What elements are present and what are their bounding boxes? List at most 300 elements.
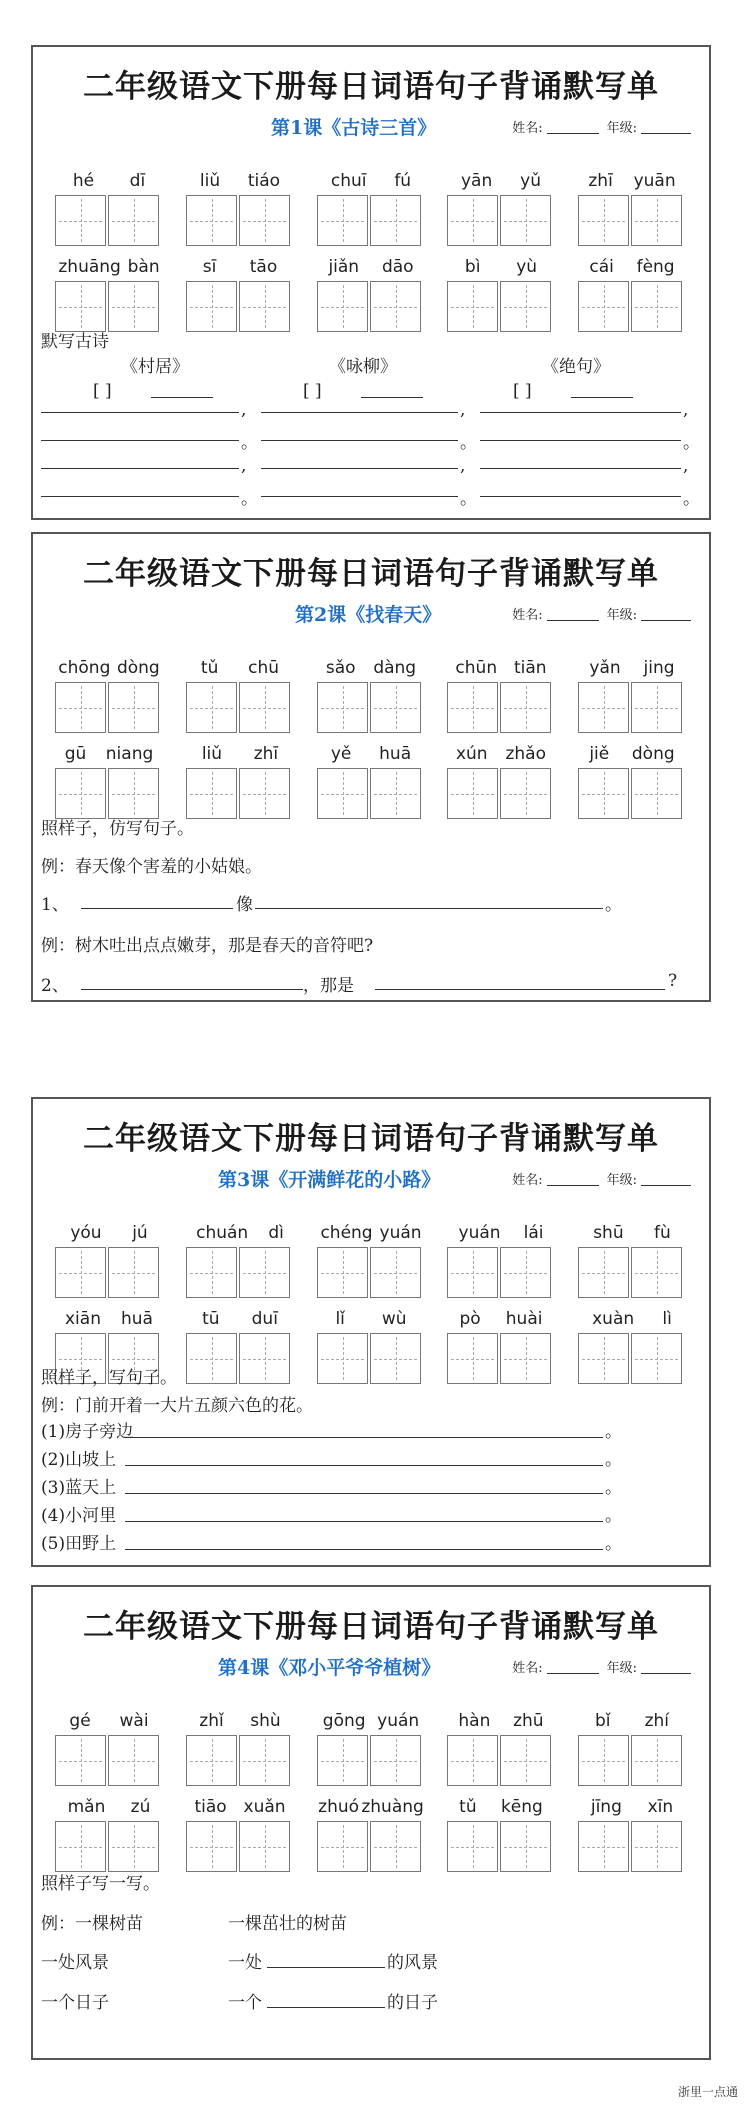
pinyin-syllable: yǎn [589,658,621,678]
poet-blank[interactable] [361,397,423,398]
word-group [186,171,294,246]
pinyin-syllable: huài [505,1309,543,1329]
tianzige-cell[interactable] [108,768,159,819]
word-group [578,1711,686,1786]
pinyin-syllable: wù [381,1309,407,1329]
tianzige-cell[interactable] [500,195,551,246]
tianzige-pair [317,195,425,246]
poem-line-blank[interactable] [480,440,681,441]
pinyin-syllable: yě [330,744,352,764]
tianzige-cell[interactable] [317,195,368,246]
tianzige-cell[interactable] [447,768,498,819]
sentence-end: 。 [605,1478,622,1498]
word-group [447,257,555,332]
word-group [447,1223,555,1298]
answer-blank[interactable] [125,1549,603,1550]
tianzige-pair [186,1821,294,1872]
pinyin-row [447,1797,555,1821]
tianzige-cell[interactable] [631,1821,682,1872]
tianzige-pair [578,768,686,819]
tianzige-cell[interactable] [55,195,106,246]
pinyin-syllable: zhuàng [361,1797,424,1817]
sentence-prompt: (2)山坡上 [41,1450,117,1470]
tianzige-cell[interactable] [370,1735,421,1786]
pinyin-syllable: dòng [116,658,160,678]
tianzige-cell[interactable] [108,1735,159,1786]
tianzige-cell[interactable] [500,1821,551,1872]
pinyin-syllable: tū [202,1309,220,1329]
pinyin-syllable: gū [64,744,87,764]
tianzige-cell[interactable] [186,1247,237,1298]
poem-punctuation: 。 [460,433,477,453]
pinyin-syllable: huā [121,1309,153,1329]
tianzige-cell[interactable] [578,1821,629,1872]
question-number: 2、 [41,976,69,996]
sentence-prompt: (5)田野上 [41,1534,117,1554]
sentence-prompt: (1)房子旁边 [41,1422,134,1442]
tianzige-cell[interactable] [370,1821,421,1872]
pinyin-syllable: mǎn [67,1797,106,1817]
name-blank[interactable] [547,1673,599,1674]
tianzige-cell[interactable] [186,768,237,819]
footer-watermark: 浙里一点通 [677,2085,738,2099]
example-sentence: 例：门前开着一大片五颜六色的花。 [41,1396,313,1416]
pinyin-syllable: bǐ [595,1711,611,1731]
worksheet-title: 二年级语文下册每日词语句子背诵默写单 [83,556,659,592]
pinyin-syllable: yǔ [520,171,542,191]
poem-line-blank[interactable] [261,440,458,441]
word-group [55,744,163,819]
word-group [186,1223,294,1298]
tianzige-cell[interactable] [447,1735,498,1786]
worksheet-title: 二年级语文下册每日词语句子背诵默写单 [83,69,659,105]
tianzige-cell[interactable] [55,1735,106,1786]
tianzige-cell[interactable] [55,1247,106,1298]
tianzige-cell[interactable] [317,281,368,332]
answer-blank[interactable] [267,2007,385,2008]
word-group [578,257,686,332]
tianzige-cell[interactable] [186,1735,237,1786]
poem-line-blank[interactable] [41,496,239,497]
pinyin-row [317,1797,425,1821]
tianzige-pair [447,281,555,332]
pinyin-row [186,1223,294,1247]
pinyin-syllable: fù [654,1223,671,1243]
name-label: 姓名: [512,1173,543,1188]
grade-label: 年级: [606,1661,637,1676]
lesson-card-4 [31,1585,711,2060]
tianzige-cell[interactable] [317,1821,368,1872]
tianzige-cell[interactable] [447,281,498,332]
pinyin-row [578,257,686,281]
word-group [55,1223,163,1298]
tianzige-cell[interactable] [108,682,159,733]
answer-blank[interactable] [125,1437,603,1438]
tianzige-pair [55,1821,163,1872]
poem-punctuation: 。 [683,489,700,509]
pinyin-row [55,257,163,281]
pinyin-row [186,744,294,768]
word-group [317,1797,425,1872]
tianzige-cell[interactable] [631,195,682,246]
poem-line-blank[interactable] [480,412,681,413]
tianzige-pair [186,1735,294,1786]
example-right: 一棵茁壮的树苗 [228,1914,347,1934]
pinyin-row [186,1797,294,1821]
tianzige-cell[interactable] [186,1821,237,1872]
pinyin-syllable: zhuāng [58,257,121,277]
tianzige-cell[interactable] [239,1735,290,1786]
poem-line-blank[interactable] [41,440,239,441]
pinyin-syllable: zhī [253,744,279,764]
answer-blank[interactable] [125,1465,603,1466]
pinyin-syllable: sī [202,257,217,277]
tianzige-cell[interactable] [186,1333,237,1384]
word-group [186,658,294,733]
pinyin-syllable: gōng [322,1711,366,1731]
pinyin-row [55,1309,163,1333]
pinyin-syllable: cái [589,257,614,277]
tianzige-pair [186,1247,294,1298]
tianzige-cell[interactable] [447,682,498,733]
poet-blank[interactable] [571,397,633,398]
tianzige-pair [55,682,163,733]
pinyin-row [578,658,686,682]
pinyin-row [447,658,555,682]
poet-bracket[interactable]: [ ] [303,381,322,401]
tianzige-cell[interactable] [500,281,551,332]
pinyin-syllable: jing [643,658,675,678]
tianzige-pair [186,682,294,733]
poet-bracket[interactable]: [ ] [93,381,112,401]
pinyin-syllable: kēng [500,1797,543,1817]
pinyin-row [447,257,555,281]
tianzige-pair [55,281,163,332]
grade-blank[interactable] [641,1185,691,1186]
sentence-part: 像 [236,895,253,915]
tianzige-cell[interactable] [108,195,159,246]
pinyin-row [578,171,686,195]
name-blank[interactable] [547,133,599,134]
tianzige-cell[interactable] [239,281,290,332]
pinyin-syllable: tiān [513,658,547,678]
pinyin-row [186,171,294,195]
pinyin-syllable: sǎo [325,658,356,678]
tianzige-cell[interactable] [239,195,290,246]
poem-punctuation: 。 [241,489,258,509]
tianzige-cell[interactable] [239,1333,290,1384]
pinyin-row [578,1309,686,1333]
pinyin-row [578,1797,686,1821]
sentence-prompt: (4)小河里 [41,1506,117,1526]
poem-line-blank[interactable] [41,468,239,469]
student-info [512,117,691,136]
pinyin-syllable: dì [268,1223,284,1243]
lesson-title: 第2课《找春天》 [295,604,442,626]
pinyin-syllable: lǐ [335,1309,345,1329]
section-heading: 默写古诗 [41,332,109,352]
pinyin-syllable: dāo [381,257,414,277]
tianzige-pair [186,768,294,819]
pinyin-row [447,171,555,195]
pinyin-syllable: shū [593,1223,624,1243]
grade-blank[interactable] [641,133,691,134]
student-info [512,604,691,623]
pinyin-row [447,744,555,768]
grade-label: 年级: [606,121,637,136]
poet-bracket[interactable]: [ ] [513,381,532,401]
pinyin-syllable: zhī [588,171,613,191]
poem-punctuation: 。 [460,489,477,509]
poem-line-blank[interactable] [261,412,458,413]
tianzige-cell[interactable] [370,195,421,246]
poem-line-blank[interactable] [261,468,458,469]
tianzige-cell[interactable] [55,281,106,332]
student-info [512,1657,691,1676]
word-group [186,257,294,332]
answer-blank[interactable] [267,1967,385,1968]
poem-title: 《绝句》 [542,357,610,377]
tianzige-pair [317,768,425,819]
tianzige-cell[interactable] [239,768,290,819]
poet-blank[interactable] [151,397,213,398]
pinyin-syllable: liǔ [201,744,223,764]
word-group [317,1223,425,1298]
word-group [186,744,294,819]
tianzige-cell[interactable] [578,281,629,332]
tianzige-cell[interactable] [631,768,682,819]
tianzige-cell[interactable] [578,1735,629,1786]
tianzige-cell[interactable] [186,281,237,332]
tianzige-cell[interactable] [55,682,106,733]
tianzige-cell[interactable] [631,1247,682,1298]
sentence-end: 。 [605,1450,622,1470]
sentence-end: ? [668,971,678,991]
answer-blank[interactable] [375,989,665,990]
pinyin-syllable: zhū [513,1711,544,1731]
example-left: 例：一棵树苗 [41,1914,143,1934]
tianzige-cell[interactable] [108,1247,159,1298]
word-group [447,1797,555,1872]
tianzige-cell[interactable] [239,1821,290,1872]
pinyin-row [55,1223,163,1247]
pinyin-syllable: xún [455,744,488,764]
poem-line-blank[interactable] [480,496,681,497]
tianzige-cell[interactable] [317,1247,368,1298]
tianzige-cell[interactable] [578,195,629,246]
grade-blank[interactable] [641,620,691,621]
tianzige-cell[interactable] [500,1247,551,1298]
tianzige-cell[interactable] [631,1735,682,1786]
grade-blank[interactable] [641,1673,691,1674]
tianzige-cell[interactable] [108,1821,159,1872]
poem-punctuation: 。 [683,433,700,453]
tianzige-pair [186,1333,294,1384]
name-blank[interactable] [547,1185,599,1186]
word-group [578,1309,686,1384]
grade-label: 年级: [606,1173,637,1188]
word-group [447,744,555,819]
pinyin-syllable: yuān [633,171,676,191]
tianzige-pair [55,195,163,246]
pinyin-syllable: niang [105,744,154,764]
grade-label: 年级: [606,608,637,623]
section-heading: 照样子，写句子。 [41,1368,177,1388]
poem-title: 《村居》 [121,357,189,377]
tianzige-pair [578,1735,686,1786]
name-label: 姓名: [512,121,543,136]
tianzige-cell[interactable] [447,1821,498,1872]
pinyin-syllable: yuán [458,1223,501,1243]
pinyin-syllable: xuàn [592,1309,635,1329]
tianzige-pair [317,1821,425,1872]
poem-line-blank[interactable] [261,496,458,497]
tianzige-cell[interactable] [578,768,629,819]
tianzige-cell[interactable] [317,768,368,819]
pinyin-row [55,1797,163,1821]
pinyin-row [317,257,425,281]
phrase-prefix: 一处 [228,1953,262,1973]
answer-blank[interactable] [81,908,233,909]
pinyin-row [317,171,425,195]
lesson-title: 第4课《邓小平爷爷植树》 [218,1657,441,1679]
tianzige-cell[interactable] [631,1333,682,1384]
word-group [55,1711,163,1786]
pinyin-syllable: jú [132,1223,148,1243]
tianzige-cell[interactable] [239,682,290,733]
tianzige-pair [578,682,686,733]
pinyin-row [186,1309,294,1333]
lesson-title: 第1课《古诗三首》 [271,117,437,139]
pinyin-syllable: liǔ [199,171,221,191]
poem-punctuation: , [683,456,689,476]
word-group [317,658,425,733]
tianzige-cell[interactable] [239,1247,290,1298]
tianzige-cell[interactable] [500,682,551,733]
pinyin-syllable: hé [72,171,95,191]
word-group [55,171,163,246]
tianzige-cell[interactable] [186,195,237,246]
pinyin-syllable: dàng [373,658,417,678]
tianzige-cell[interactable] [447,195,498,246]
tianzige-cell[interactable] [108,281,159,332]
tianzige-cell[interactable] [370,682,421,733]
tianzige-cell[interactable] [447,1247,498,1298]
phrase-prefix: 一个 [228,1993,262,2013]
name-label: 姓名: [512,1661,543,1676]
word-group [186,1309,294,1384]
answer-blank[interactable] [255,908,603,909]
word-group [447,171,555,246]
pinyin-syllable: jīng [590,1797,622,1817]
tianzige-cell[interactable] [578,682,629,733]
answer-blank[interactable] [125,1521,603,1522]
pinyin-row [447,1711,555,1735]
tianzige-cell[interactable] [631,682,682,733]
tianzige-pair [55,1247,163,1298]
pinyin-syllable: dòng [631,744,675,764]
word-group [55,658,163,733]
tianzige-pair [447,1821,555,1872]
pinyin-syllable: zhuó [318,1797,360,1817]
pinyin-syllable: fú [394,171,412,191]
tianzige-pair [447,1333,555,1384]
lesson-title: 第3课《开满鲜花的小路》 [218,1169,441,1191]
tianzige-cell[interactable] [370,768,421,819]
word-group [447,658,555,733]
worksheet-title: 二年级语文下册每日词语句子背诵默写单 [83,1609,659,1645]
tianzige-cell[interactable] [578,1333,629,1384]
poem-title: 《咏柳》 [329,357,397,377]
tianzige-cell[interactable] [55,768,106,819]
sentence-end: 。 [605,895,622,915]
word-group [55,257,163,332]
tianzige-cell[interactable] [317,682,368,733]
pinyin-syllable: bì [464,257,481,277]
pinyin-syllable: yóu [70,1223,102,1243]
tianzige-cell[interactable] [500,1333,551,1384]
pinyin-row [317,1309,425,1333]
tianzige-cell[interactable] [578,1247,629,1298]
poem-line-blank[interactable] [41,412,239,413]
sentence-prompt: (3)蓝天上 [41,1478,117,1498]
word-group [578,1223,686,1298]
pinyin-syllable: xuǎn [243,1797,286,1817]
word-group [447,1711,555,1786]
pinyin-row [186,658,294,682]
worksheet-title: 二年级语文下册每日词语句子背诵默写单 [83,1121,659,1157]
phrase-suffix: 的风景 [387,1953,438,1973]
pinyin-syllable: yuán [379,1223,422,1243]
tianzige-pair [317,1247,425,1298]
answer-blank[interactable] [81,989,303,990]
pinyin-row [317,658,425,682]
pinyin-syllable: fèng [636,257,675,277]
tianzige-cell[interactable] [447,1333,498,1384]
tianzige-cell[interactable] [631,281,682,332]
pinyin-syllable: dī [129,171,146,191]
tianzige-cell[interactable] [370,1247,421,1298]
example-sentence: 例：树木吐出点点嫩芽，那是春天的音符吧? [41,936,374,956]
poem-punctuation: , [460,456,466,476]
tianzige-cell[interactable] [317,1333,368,1384]
pinyin-row [186,1711,294,1735]
poem-punctuation: , [460,400,466,420]
pinyin-syllable: xiān [65,1309,101,1329]
section-heading: 照样子写一写。 [41,1874,160,1894]
phrase-suffix: 的日子 [387,1993,438,2013]
pinyin-row [578,1223,686,1247]
name-blank[interactable] [547,620,599,621]
tianzige-cell[interactable] [370,281,421,332]
tianzige-cell[interactable] [500,768,551,819]
answer-blank[interactable] [125,1493,603,1494]
pinyin-row [317,1223,425,1247]
pinyin-syllable: huā [379,744,412,764]
phrase-left: 一处风景 [41,1953,109,1973]
sentence-end: 。 [605,1506,622,1526]
tianzige-cell[interactable] [186,682,237,733]
word-group [186,1711,294,1786]
pinyin-syllable: chūn [455,658,498,678]
tianzige-cell[interactable] [317,1735,368,1786]
poem-line-blank[interactable] [480,468,681,469]
tianzige-cell[interactable] [370,1333,421,1384]
poem-punctuation: , [241,456,247,476]
tianzige-cell[interactable] [55,1821,106,1872]
pinyin-syllable: shù [250,1711,281,1731]
tianzige-cell[interactable] [500,1735,551,1786]
